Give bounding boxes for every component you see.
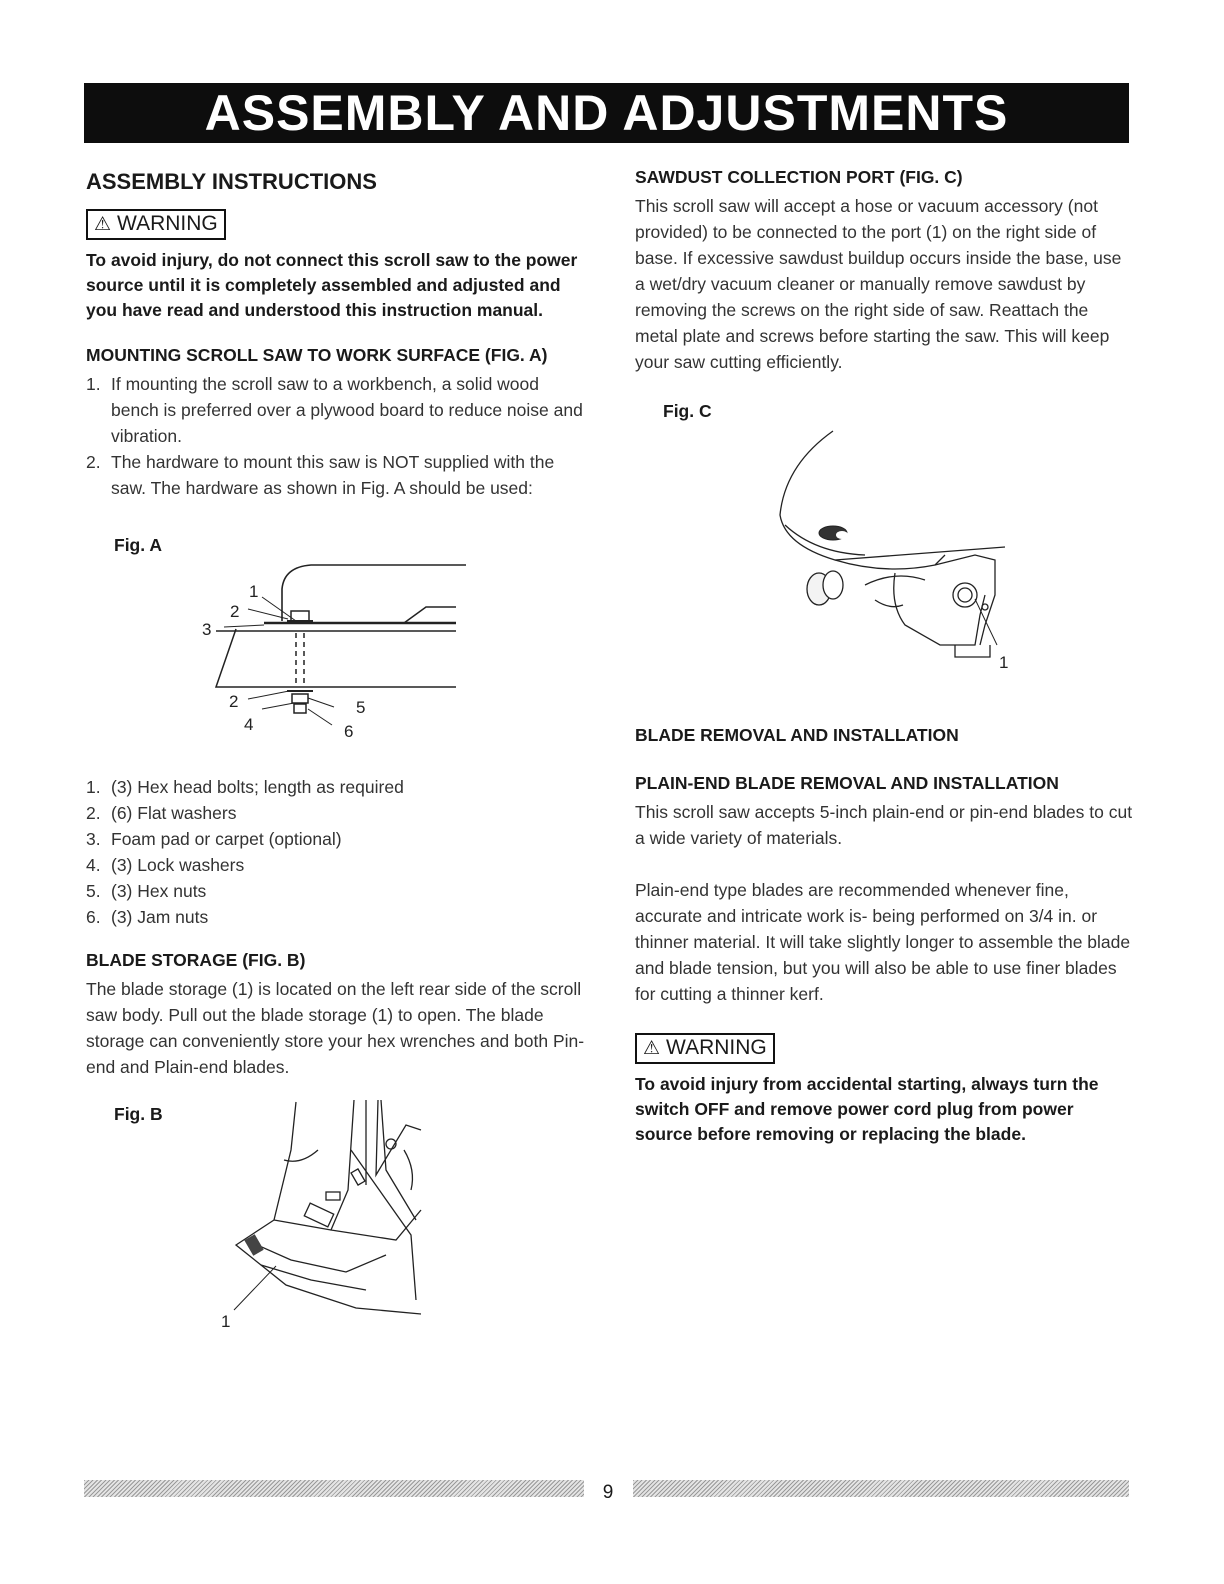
callout-3: 3 bbox=[202, 620, 212, 639]
page-banner: ASSEMBLY AND ADJUSTMENTS bbox=[84, 83, 1129, 143]
list-item: 4. (3) Lock washers bbox=[86, 855, 245, 875]
list-item: 3. Foam pad or carpet (optional) bbox=[86, 829, 342, 849]
blade-removal-heading: BLADE REMOVAL AND INSTALLATION bbox=[635, 725, 959, 745]
section-title: ASSEMBLY INSTRUCTIONS bbox=[86, 169, 377, 194]
page-number: 9 bbox=[602, 1482, 614, 1503]
fig-a-diagram bbox=[86, 509, 586, 774]
warning-label-2: WARNING bbox=[666, 1036, 767, 1059]
warning-triangle-icon: ⚠ bbox=[643, 1038, 661, 1059]
mounting-heading: MOUNTING SCROLL SAW TO WORK SURFACE (FIG. A) bbox=[86, 345, 548, 365]
plain-end-text-1: This scroll saw accepts 5-inch plain-end or pin-end blades to cut a wide variety of materials. bbox=[635, 802, 1133, 848]
left-column bbox=[86, 165, 586, 1330]
blade-storage-heading: BLADE STORAGE (FIG. B) bbox=[86, 950, 306, 970]
warning-text: To avoid injury, do not connect this scroll saw to the power source until it is completely assembled and adjusted and you have read and understood this instruction manual. bbox=[86, 250, 578, 320]
fig-b-callout: 1 bbox=[221, 1312, 231, 1330]
plain-end-heading: PLAIN-END BLADE REMOVAL AND INSTALLATION bbox=[635, 773, 1059, 793]
fig-c-diagram bbox=[635, 395, 1135, 715]
list-item: 1. (3) Hex head bolts; length as required bbox=[86, 777, 404, 797]
list-item: 1. If mounting the scroll saw to a workbench, a solid wood bench is preferred over a plywood board to reduce noise and vibration. bbox=[86, 374, 583, 446]
mounting-steps bbox=[86, 371, 586, 501]
warning-label-box-2 bbox=[635, 1033, 775, 1064]
sawdust-text: This scroll saw will accept a hose or vacuum accessory (not provided) to be connected to the port (1) on the right side of base. If excessive sawdust buildup occurs inside the base, use a wet/dry vacuum cleaner or manually remove sawdust by removing the screws on the right side of saw. Reattach the metal plate and screws before starting the saw. This will keep your saw cutting efficiently. bbox=[635, 196, 1122, 372]
warning-triangle-icon: ⚠ bbox=[94, 214, 112, 235]
right-column bbox=[635, 165, 1135, 1147]
fig-b-label: Fig. B bbox=[114, 1104, 163, 1124]
callout-5: 5 bbox=[356, 698, 366, 717]
list-item: 2. The hardware to mount this saw is NOT supplied with the saw. The hardware as shown in Fig. A should be used: bbox=[86, 452, 555, 498]
fig-b-diagram bbox=[86, 1090, 586, 1330]
plain-end-text-2: Plain-end type blades are recommended whenever fine, accurate and intricate work is- being performed on 3/4 in. or thinner material. It will take slightly longer to assemble the blade and blade tension, but you will also be able to use finer blades for cutting a thinner kerf. bbox=[635, 880, 1131, 1004]
callout-2b: 2 bbox=[229, 692, 239, 711]
callout-2: 2 bbox=[230, 602, 240, 621]
warning-label: WARNING bbox=[117, 212, 218, 235]
callout-4: 4 bbox=[244, 715, 254, 734]
footer-bar-left bbox=[84, 1480, 584, 1497]
parts-list bbox=[86, 774, 586, 930]
list-item: 6. (3) Jam nuts bbox=[86, 907, 209, 927]
callout-6: 6 bbox=[344, 722, 354, 741]
fig-c bbox=[635, 395, 1135, 715]
warning-label-box bbox=[86, 209, 226, 240]
list-item: 2. (6) Flat washers bbox=[86, 803, 237, 823]
list-item: 5. (3) Hex nuts bbox=[86, 881, 207, 901]
callout-1: 1 bbox=[249, 582, 259, 601]
fig-b bbox=[86, 1090, 586, 1330]
fig-c-callout: 1 bbox=[999, 653, 1009, 672]
footer-bar-right bbox=[633, 1480, 1129, 1497]
blade-storage-text: The blade storage (1) is located on the left rear side of the scroll saw body. Pull out the blade storage (1) to open. The blade storage can conveniently store your hex wrenches and both Pin-end and Plain-end blades. bbox=[86, 979, 585, 1077]
fig-c-label: Fig. C bbox=[663, 401, 712, 421]
fig-a-label: Fig. A bbox=[114, 535, 162, 555]
sawdust-heading: SAWDUST COLLECTION PORT (FIG. C) bbox=[635, 167, 963, 187]
fig-a bbox=[86, 509, 586, 774]
warning-text-2: To avoid injury from accidental starting, always turn the switch OFF and remove power cord plug from power source before removing or replacing the blade. bbox=[635, 1074, 1099, 1144]
